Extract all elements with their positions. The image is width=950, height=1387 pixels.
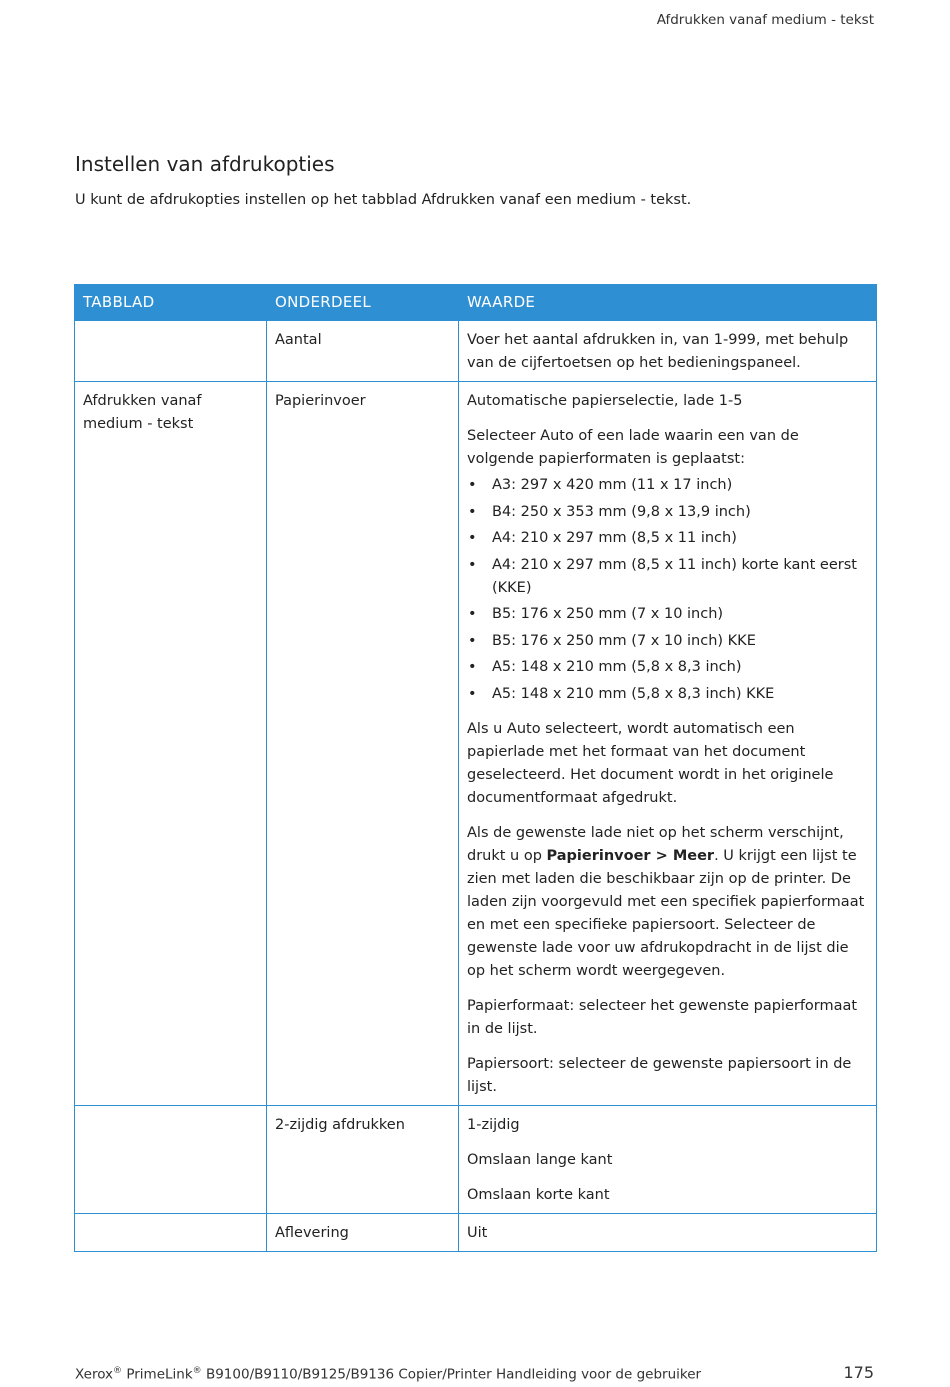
cell-tab: Afdrukken vanaf medium - tekst [75, 382, 267, 1106]
cell-value: Uit [459, 1213, 877, 1251]
value-paragraph [467, 822, 868, 983]
page-number: 175 [843, 1363, 874, 1382]
list-item: • B4: 250 x 353 mm (9,8 x 13,9 inch) [467, 501, 868, 524]
table-row-quantity [75, 321, 877, 382]
paper-size-list [467, 474, 868, 706]
cell-item: 2-zijdig afdrukken [267, 1105, 459, 1213]
text-segment: . U krijgt een lijst te zien met laden die beschikbaar zijn op de printer. De laden zijn voorgevuld met een specifiek papierformaat en met een specifieke papiersoort. Selecteer de gewenste lade voor uw afdrukopdracht in de lijst die op het scherm wordt weergegeven. [467, 847, 865, 979]
column-header-value: WAARDE [459, 285, 877, 321]
list-item: • A5: 148 x 210 mm (5,8 x 8,3 inch) [467, 656, 868, 679]
registered-mark: ® [113, 1366, 123, 1376]
list-item: • B5: 176 x 250 mm (7 x 10 inch) [467, 603, 868, 626]
print-options-table [74, 284, 877, 1252]
column-header-item: ONDERDEEL [267, 285, 459, 321]
value-option: 1-zijdig [467, 1116, 520, 1133]
list-item: • A5: 148 x 210 mm (5,8 x 8,3 inch) KKE [467, 683, 868, 706]
value-paragraph: Papierformaat: selecteer het gewenste papierformaat in de lijst. [467, 997, 858, 1037]
cell-tab [75, 1213, 267, 1251]
value-paragraph: Papiersoort: selecteer de gewenste papiersoort in de lijst. [467, 1055, 852, 1095]
value-paragraph: Als u Auto selecteert, wordt automatisch een papierlade met het formaat van het document geselecteerd. Het document wordt in het originele documentformaat afgedrukt. [467, 720, 834, 806]
cell-item: Aantal [267, 321, 459, 382]
cell-value [459, 382, 877, 1106]
ui-path-reference: Papierinvoer > Meer [546, 847, 715, 864]
table-row-output [75, 1213, 877, 1251]
cell-item: Papierinvoer [267, 382, 459, 1106]
footer-product-line [75, 1366, 701, 1383]
cell-item: Aflevering [267, 1213, 459, 1251]
running-header: Afdrukken vanaf medium - tekst [656, 12, 874, 28]
cell-tab [75, 1105, 267, 1213]
text-segment: Als de gewenste lade niet op het scherm verschijnt, drukt u op [467, 824, 844, 864]
footer-product: PrimeLink [126, 1366, 193, 1383]
value-paragraph: Automatische papierselectie, lade 1-5 [467, 393, 743, 409]
table-row-2-sided [75, 1105, 877, 1213]
list-item: • A4: 210 x 297 mm (8,5 x 11 inch) [467, 527, 868, 550]
section-title: Instellen van afdrukopties [75, 152, 335, 176]
value-option: Omslaan korte kant [467, 1186, 610, 1203]
cell-value: Voer het aantal afdrukken in, van 1-999, met behulp van de cijfertoetsen op het bedieningspaneel. [459, 321, 877, 382]
list-item: • A4: 210 x 297 mm (8,5 x 11 inch) korte kant eerst (KKE) [467, 554, 868, 600]
value-option: Omslaan lange kant [467, 1151, 613, 1168]
value-paragraph: Selecteer Auto of een lade waarin een van de volgende papierformaten is geplaatst: [467, 428, 799, 467]
list-item: • A3: 297 x 420 mm (11 x 17 inch) [467, 474, 868, 497]
registered-mark: ® [192, 1366, 202, 1376]
column-header-tab: TABBLAD [75, 285, 267, 321]
table-row-paper-supply [75, 382, 877, 1106]
table-header-row [75, 285, 877, 321]
footer-rest: B9100/B9110/B9125/B9136 Copier/Printer Handleiding voor de gebruiker [205, 1366, 702, 1383]
cell-value [459, 1105, 877, 1213]
section-intro: U kunt de afdrukopties instellen op het tabblad Afdrukken vanaf een medium - tekst. [75, 192, 692, 208]
list-item: • B5: 176 x 250 mm (7 x 10 inch) KKE [467, 630, 868, 653]
cell-tab [75, 321, 267, 382]
footer-brand: Xerox [75, 1366, 114, 1383]
